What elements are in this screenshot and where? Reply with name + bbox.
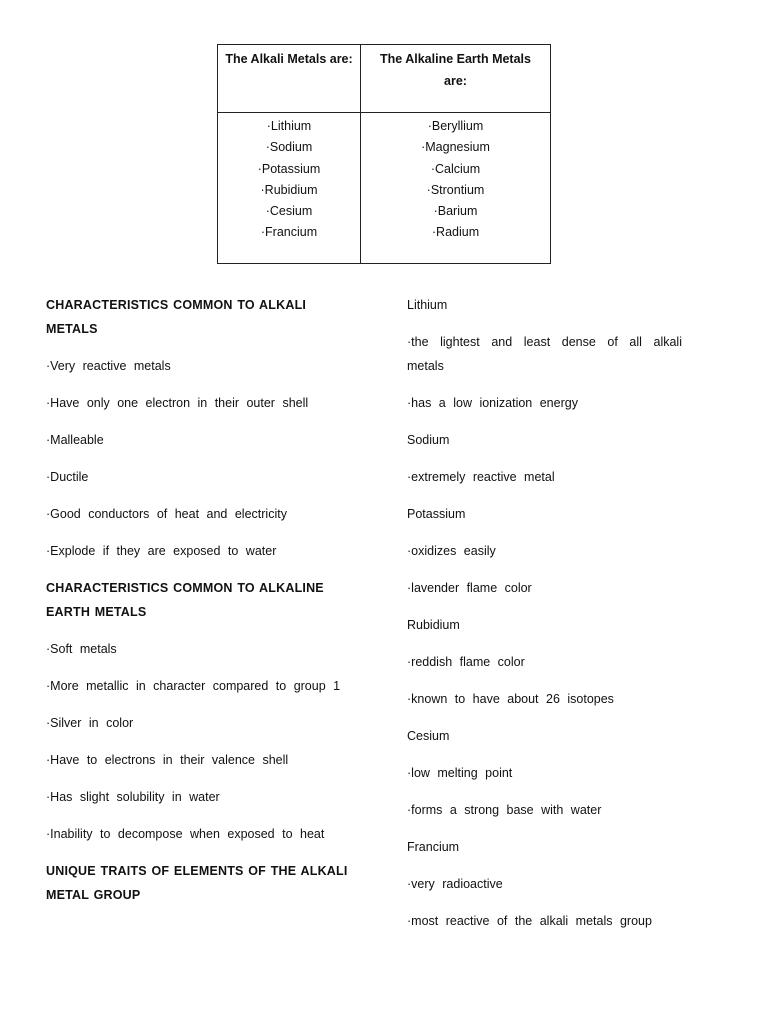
right-column [407,293,682,946]
list-item: ·Potassium [257,161,321,176]
list-item: ·very radioactive [407,877,503,891]
list-item: ·Magnesium [421,140,490,155]
list-item: ·Have only one electron in their outer shell [46,396,309,410]
list-item: ·most reactive of the alkali metals group [407,914,652,928]
list-item: ·Barium [433,204,478,219]
list-item: ·Beryllium [427,119,484,133]
left-column [46,293,358,920]
list-item: ·Francium [260,225,318,240]
list-item: ·Strontium [426,182,485,197]
list-item: ·the lightest and least dense of all alkali metals [407,335,682,373]
list-item: ·Explode if they are exposed to water [46,544,277,558]
list-item: ·Soft metals [46,642,117,656]
element-name: Francium [407,840,460,854]
list-item: ·Rubidium [260,182,318,197]
list-item: ·has a low ionization energy [407,396,578,410]
list-item: ·Has slight solubility in water [46,790,220,804]
list-item: ·extremely reactive metal [407,470,555,484]
section-heading: CHARACTERISTICS COMMON TO ALKALINE EARTH METALS [46,581,324,619]
table-header-row [218,45,551,113]
alkali-list-cell [218,113,361,264]
list-item: ·Ductile [46,470,89,484]
list-item: ·Very reactive metals [46,359,171,373]
list-item: ·oxidizes easily [407,544,496,558]
list-item: ·Radium [431,225,480,240]
element-name: Rubidium [407,618,460,632]
list-item: ·Lithium [266,119,312,133]
list-item: ·lavender flame color [407,581,532,595]
alkaline-earth-header: The Alkaline Earth Metals are: [361,45,551,113]
element-name: Cesium [407,729,450,743]
list-item: ·Cesium [265,204,313,219]
list-item: ·known to have about 26 isotopes [407,692,614,706]
metals-table [217,44,551,264]
list-item: ·Malleable [46,433,104,447]
list-item: ·Inability to decompose when exposed to heat [46,827,325,841]
list-item: ·forms a strong base with water [407,803,602,817]
section-heading: CHARACTERISTICS COMMON TO ALKALI METALS [46,298,307,336]
list-item: ·Sodium [265,140,313,155]
list-item: ·low melting point [407,766,513,780]
element-name: Lithium [407,298,448,312]
table-body-row [218,113,551,264]
list-item: ·More metallic in character compared to group 1 [46,679,341,693]
element-name: Potassium [407,507,466,521]
list-item: ·Calcium [430,161,481,176]
list-item: ·Silver in color [46,716,134,730]
element-name: Sodium [407,433,450,447]
list-item: ·reddish flame color [407,655,525,669]
section-heading: UNIQUE TRAITS OF ELEMENTS OF THE ALKALI METAL GROUP [46,864,348,902]
alkali-header: The Alkali Metals are: [218,45,361,113]
list-item: ·Have to electrons in their valence shell [46,753,289,767]
alkaline-earth-list-cell [361,113,551,264]
list-item: ·Good conductors of heat and electricity [46,507,287,521]
